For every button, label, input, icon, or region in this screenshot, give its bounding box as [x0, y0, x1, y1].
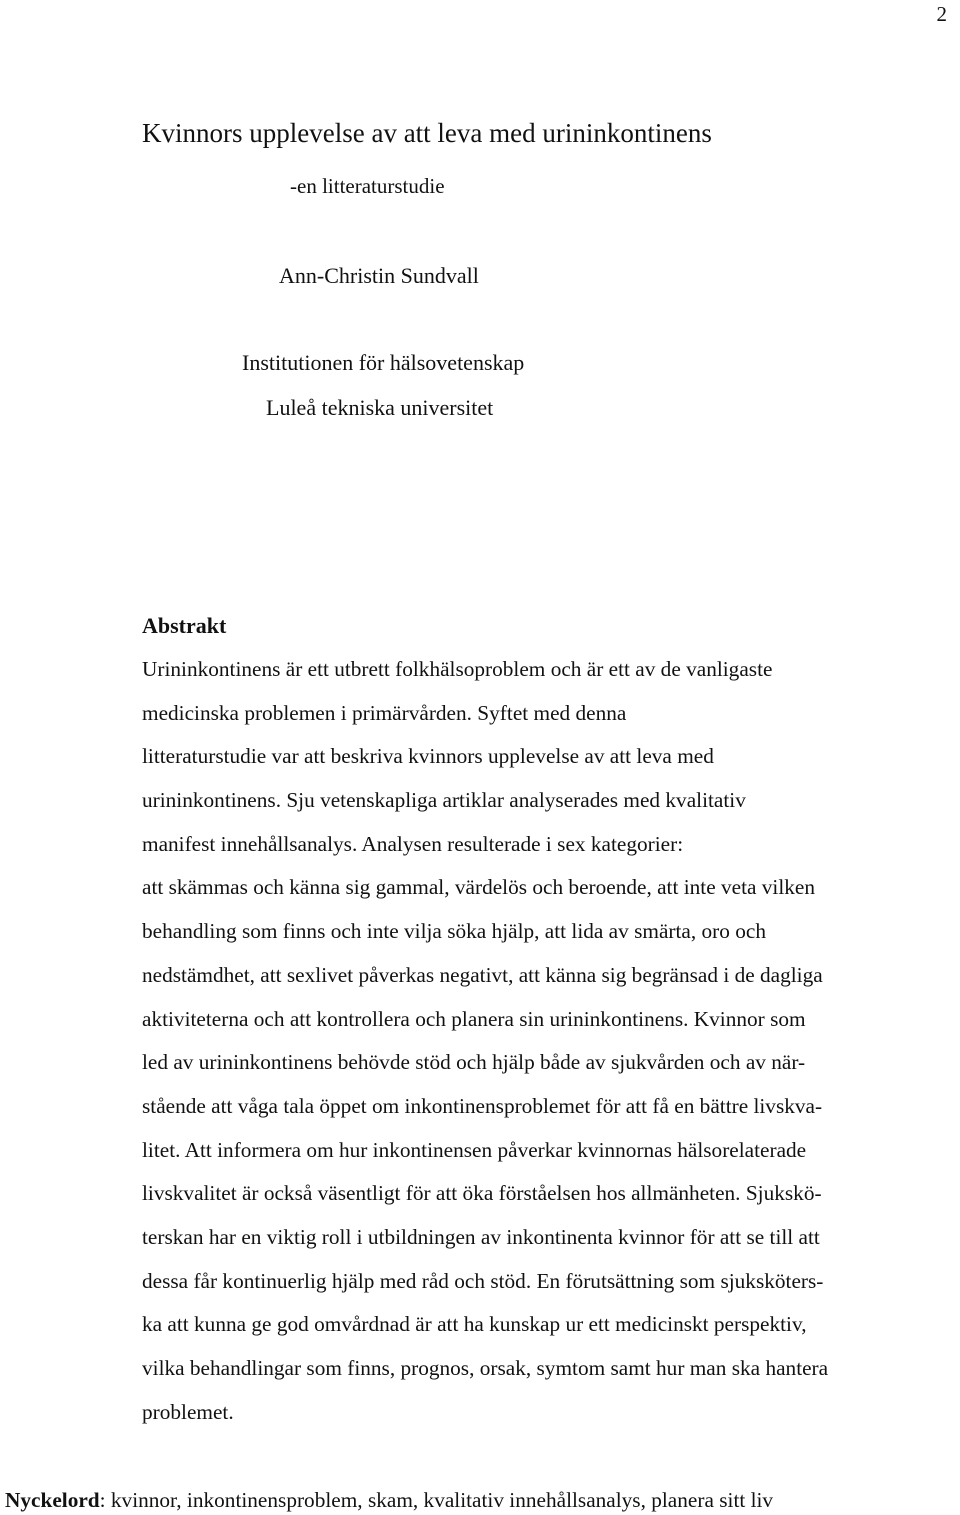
institution-name: Institutionen för hälsovetenskap [242, 350, 525, 375]
abstract-line: manifest innehållsanalys. Analysen resulterade i sex kategorier: [142, 831, 684, 856]
abstract-line: problemet. [142, 1399, 234, 1424]
keywords-label: Nyckelord [5, 1488, 100, 1512]
abstract-line: dessa får kontinuerlig hjälp med råd och stöd. En förutsättning som sjuksköters- [142, 1268, 824, 1293]
university-name: Luleå tekniska universitet [266, 395, 494, 420]
abstract-line: medicinska problemen i primärvården. Syftet med denna [142, 700, 627, 725]
abstract-line: ka att kunna ge god omvårdnad är att ha kunskap ur ett medicinskt perspektiv, [142, 1312, 807, 1337]
keywords-separator: : [99, 1488, 111, 1512]
abstract-line: litet. Att informera om hur inkontinensen påverkar kvinnornas hälsorelaterade [142, 1137, 807, 1162]
abstract-line: att skämmas och känna sig gammal, värdelös och beroende, att inte veta vilken [142, 875, 816, 900]
abstract-line: led av urininkontinens behövde stöd och hjälp både av sjukvården och av när- [142, 1050, 806, 1075]
abstract-line: urininkontinens. Sju vetenskapliga artiklar analyserades med kvalitativ [142, 788, 746, 813]
abstract-heading: Abstrakt [142, 613, 227, 638]
abstract-body [142, 648, 952, 1434]
author-name: Ann-Christin Sundvall [279, 263, 479, 288]
abstract-line: Urininkontinens är ett utbrett folkhälsoproblem och är ett av de vanligaste [142, 657, 773, 681]
abstract-line: aktiviteterna och att kontrollera och planera sin urininkontinens. Kvinnor som [142, 1006, 806, 1031]
abstract-line: vilka behandlingar som finns, prognos, orsak, symtom samt hur man ska hantera [142, 1356, 829, 1380]
abstract-line: litteraturstudie var att beskriva kvinnors upplevelse av att leva med [142, 744, 714, 769]
abstract-line: livskvalitet är också väsentligt för att öka förståelsen hos allmänheten. Sjukskö- [142, 1181, 822, 1206]
abstract-line: nedstämdhet, att sexlivet påverkas negativt, att känna sig begränsad i de dagliga [142, 962, 823, 987]
keywords-text: kvinnor, inkontinensproblem, skam, kvalitativ innehållsanalys, planera sitt liv [110, 1488, 774, 1512]
abstract-line: behandling som finns och inte vilja söka hjälp, att lida av smärta, oro och [142, 919, 766, 944]
document-title: Kvinnors upplevelse av att leva med urininkontinens [142, 118, 712, 148]
abstract-line: terskan har en viktig roll i utbildningen av inkontinenta kvinnor för att se till att [142, 1224, 820, 1249]
page-number: 2 [936, 2, 947, 26]
document-subtitle: -en litteraturstudie [290, 174, 445, 198]
keywords-line [5, 1485, 773, 1515]
abstract-line: stående att våga tala öppet om inkontinensproblemet för att få en bättre livskva- [142, 1093, 823, 1118]
